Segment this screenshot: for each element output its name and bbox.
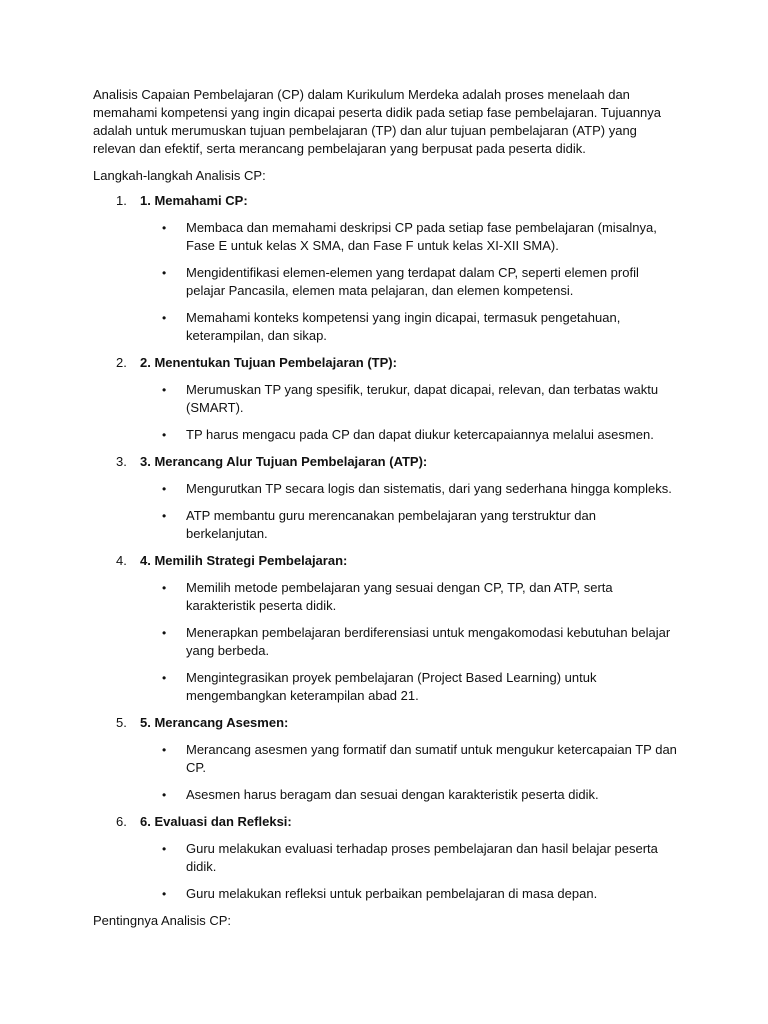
bullet-item [162,741,680,777]
bullet-item [162,480,680,498]
bullet-text: ATP membantu guru merencanakan pembelajaran yang terstruktur dan berkelanjutan. [186,508,596,541]
bullet-dot-icon: • [162,887,167,901]
bullet-dot-icon: • [162,581,167,595]
bullet-item [162,264,680,300]
step-item [93,354,683,444]
bullet-item [162,426,680,444]
bullet-text: TP harus mengacu pada CP dan dapat diukur ketercapaiannya melalui asesmen. [186,427,654,442]
bullet-dot-icon: • [162,626,167,640]
step-number: 3. [116,454,127,469]
bullet-text: Mengintegrasikan proyek pembelajaran (Project Based Learning) untuk mengembangkan keterampilan abad 21. [186,670,597,703]
bullet-item [162,786,680,804]
bullet-dot-icon: • [162,311,167,325]
bullet-dot-icon: • [162,221,167,235]
step-item [93,813,683,903]
bullet-item [162,840,680,876]
bullet-text: Membaca dan memahami deskripsi CP pada setiap fase pembelajaran (misalnya, Fase E untuk kelas X SMA, dan Fase F untuk kelas XI-XII SMA). [186,220,657,253]
steps-list [93,192,683,903]
bullet-text: Asesmen harus beragam dan sesuai dengan karakteristik peserta didik. [186,787,599,802]
step-bullet-list [93,480,683,543]
bullet-item [162,507,680,543]
bullet-dot-icon: • [162,788,167,802]
step-title: 4. Memilih Strategi Pembelajaran: [140,553,348,568]
step-bullet-list [93,579,683,705]
bullet-dot-icon: • [162,743,167,757]
intro-paragraph: Analisis Capaian Pembelajaran (CP) dalam Kurikulum Merdeka adalah proses menelaah dan memahami kompetensi yang ingin dicapai peserta didik pada setiap fase pembelajaran. Tujuannya adalah untuk merumuskan tujuan pembelajaran (TP) dan alur tujuan pembelajaran (ATP) yang relevan dan efektif, serta merancang pembelajaran yang berpusat pada peserta didik. [93,87,662,156]
bullet-item [162,624,680,660]
bullet-item [162,885,680,903]
bullet-text: Mengidentifikasi elemen-elemen yang terdapat dalam CP, seperti elemen profil pelajar Pancasila, elemen mata pelajaran, dan elemen kompetensi. [186,265,639,298]
bullet-dot-icon: • [162,383,167,397]
step-title: 3. Merancang Alur Tujuan Pembelajaran (ATP): [140,454,428,469]
bullet-item [162,309,680,345]
bullet-dot-icon: • [162,671,167,685]
bullet-item [162,381,680,417]
step-bullet-list [93,741,683,804]
step-item [93,453,683,543]
step-item [93,552,683,705]
step-title: 5. Merancang Asesmen: [140,715,289,730]
bullet-text: Menerapkan pembelajaran berdiferensiasi untuk mengakomodasi kebutuhan belajar yang berbeda. [186,625,671,658]
bullet-text: Memahami konteks kompetensi yang ingin dicapai, termasuk pengetahuan, keterampilan, dan sikap. [186,310,621,343]
step-bullet-list [93,381,683,444]
bullet-dot-icon: • [162,266,167,280]
importance-heading: Pentingnya Analisis CP: [93,913,232,928]
step-number: 6. [116,814,127,829]
step-title: 1. Memahami CP: [140,193,248,208]
step-number: 4. [116,553,127,568]
bullet-text: Merancang asesmen yang formatif dan sumatif untuk mengukur ketercapaian TP dan CP. [186,742,677,775]
step-number: 1. [116,193,127,208]
step-item [93,192,683,345]
step-item [93,714,683,804]
bullet-text: Guru melakukan refleksi untuk perbaikan pembelajaran di masa depan. [186,886,598,901]
step-title: 2. Menentukan Tujuan Pembelajaran (TP): [140,355,397,370]
bullet-text: Merumuskan TP yang spesifik, terukur, dapat dicapai, relevan, dan terbatas waktu (SMART). [186,382,659,415]
step-bullet-list [93,219,683,345]
bullet-dot-icon: • [162,428,167,442]
bullet-item [162,579,680,615]
document-body [93,86,683,930]
bullet-text: Mengurutkan TP secara logis dan sistematis, dari yang sederhana hingga kompleks. [186,481,672,496]
bullet-item [162,219,680,255]
bullet-item [162,669,680,705]
step-number: 5. [116,715,127,730]
step-title: 6. Evaluasi dan Refleksi: [140,814,292,829]
bullet-text: Guru melakukan evaluasi terhadap proses pembelajaran dan hasil belajar peserta didik. [186,841,658,874]
steps-heading: Langkah-langkah Analisis CP: [93,168,266,183]
bullet-dot-icon: • [162,509,167,523]
step-bullet-list [93,840,683,903]
bullet-text: Memilih metode pembelajaran yang sesuai dengan CP, TP, dan ATP, serta karakteristik peserta didik. [186,580,613,613]
bullet-dot-icon: • [162,842,167,856]
step-number: 2. [116,355,127,370]
bullet-dot-icon: • [162,482,167,496]
